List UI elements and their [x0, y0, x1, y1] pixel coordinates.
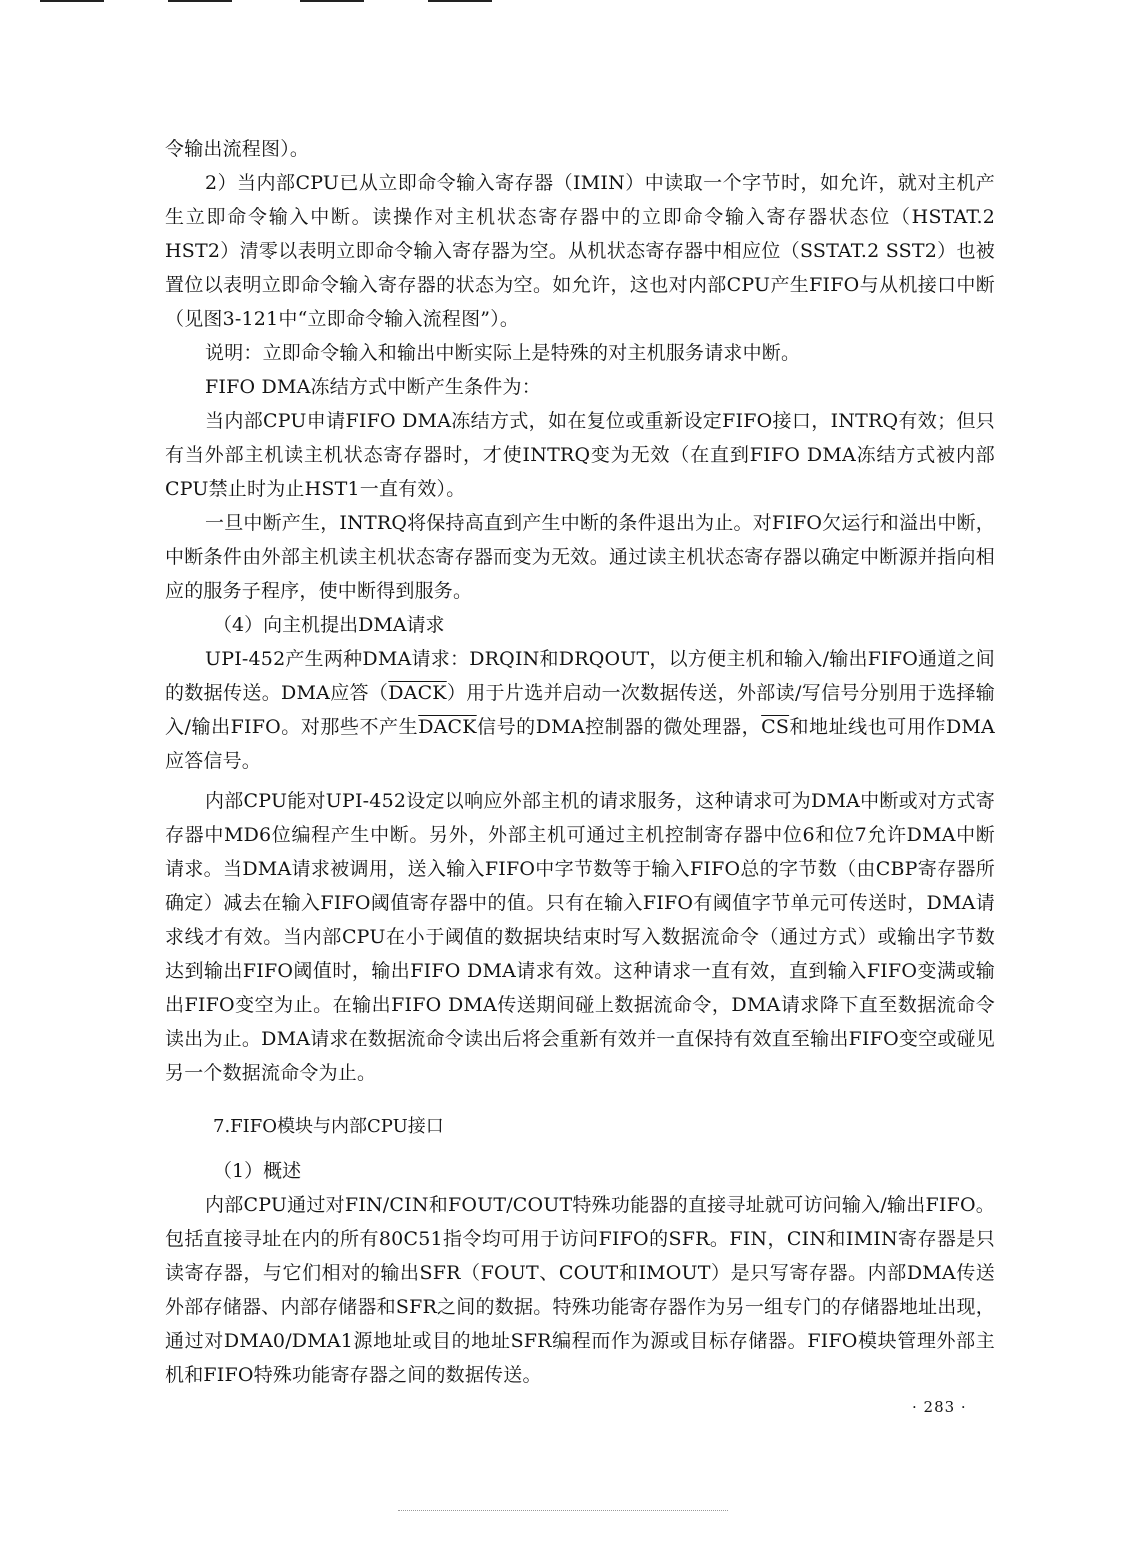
subheading-dma-request: （4）向主机提出DMA请求 — [213, 614, 445, 636]
paragraph-continuation: 令输出流程图）。 — [165, 138, 310, 160]
top-rule-1 — [40, 0, 104, 2]
scan-speckle-line — [398, 1510, 728, 1511]
dma-text-part4: 和地址线也可用作DMA应答信号。 — [165, 716, 995, 772]
dma-text-part3: 信号的DMA控制器的微处理器， — [476, 716, 762, 738]
page-number: · 283 · — [912, 1398, 967, 1416]
top-rule-2 — [168, 0, 232, 2]
dack-signal-overline-2: DACK — [418, 716, 477, 738]
paragraph-imin-interrupt: 2）当内部CPU已从立即命令输入寄存器（IMIN）中读取一个字节时，如允许，就对主机产生立即命令输入中断。读操作对主机状态寄存器中的立即命令输入寄存器状态位（HSTAT.2 HST2）清零以表明立即命令输入寄存器为空。从机状态寄存器中相应位（SSTAT.2 SST2）也被置位以表明立即命令输入寄存器的状态为空。如允许，这也对内部CPU产生FIFO与从机接口中断（见图3-121中“立即命令输入流程图”）。 — [165, 172, 995, 330]
cs-signal-overline: $\overline{CS}$ — [761, 716, 790, 738]
dack-signal-overline: DACK — [388, 682, 447, 704]
paragraph-overview: 内部CPU通过对FIN/CIN和FOUT/COUT特殊功能器的直接寻址就可访问输入/输出FIFO。包括直接寻址在内的所有80C51指令均可用于访问FIFO的SFR。FIN，CIN和IMIN寄存器是只读寄存器，与它们相对的输出SFR（FOUT、COUT和IMOUT）是只写寄存器。内部DMA传送外部存储器、内部存储器和SFR之间的数据。特殊功能寄存器作为另一组专门的存储器地址出现，通过对DMA0/DMA1源地址或目的地址SFR编程而作为源或目标存储器。FIFO模块管理外部主机和FIFO特殊功能寄存器之间的数据传送。 — [165, 1194, 995, 1386]
top-rule-4 — [428, 0, 492, 2]
subheading-overview: （1）概述 — [213, 1160, 302, 1182]
page-body — [165, 132, 995, 1392]
top-rule-3 — [300, 0, 364, 2]
dma-text-part2: ）用于片选并启动一次数据传送，外部读/写信号分别用于选择输入/输出FIFO。对那些不产生 — [165, 682, 995, 738]
paragraph-dma-service: 内部CPU能对UPI-452设定以响应外部主机的请求服务，这种请求可为DMA中断或对方式寄存器中MD6位编程产生中断。另外，外部主机可通过主机控制寄存器中位6和位7允许DMA中断请求。当DMA请求被调用，送入输入FIFO中字节数等于输入FIFO总的字节数（由CBP寄存器所确定）减去在输入FIFO阈值寄存器中的值。只有在输入FIFO有阈值字节单元可传送时，DMA请求线才有效。当内部CPU在小于阈值的数据块结束时写入数据流命令（通过方式）或输出字节数达到输出FIFO阈值时，输出FIFO DMA请求有效。这种请求一直有效，直到输入FIFO变满或输出FIFO变空为止。在输出FIFO DMA传送期间碰上数据流命令，DMA请求降下直至数据流命令读出为止。DMA请求在数据流命令读出后将会重新有效并一直保持有效直至输出FIFO变空或碰见另一个数据流命令为止。 — [165, 790, 995, 1084]
paragraph-note: 说明：立即命令输入和输出中断实际上是特殊的对主机服务请求中断。 — [205, 342, 801, 364]
dma-text-part1: UPI-452产生两种DMA请求：DRQIN和DRQOUT，以方便主机和输入/输出FIFO通道之间的数据传送。DMA应答（ — [165, 648, 995, 704]
paragraph-dma-request — [165, 642, 995, 778]
paragraph-freeze-detail: 当内部CPU申请FIFO DMA冻结方式，如在复位或重新设定FIFO接口，INTRQ有效；但只有当外部主机读主机状态寄存器时，才使INTRQ变为无效（在直到FIFO DMA冻结方式被内部CPU禁止时为止HST1一直有效）。 — [165, 410, 995, 500]
paragraph-freeze-condition: FIFO DMA冻结方式中断产生条件为： — [205, 376, 541, 398]
paragraph-interrupt-hold: 一旦中断产生，INTRQ将保持高直到产生中断的条件退出为止。对FIFO欠运行和溢出中断，中断条件由外部主机读主机状态寄存器而变为无效。通过读主机状态寄存器以确定中断源并指向相应的服务子程序，使中断得到服务。 — [165, 512, 995, 602]
section-heading-fifo-cpu: 7.FIFO模块与内部CPU接口 — [213, 1116, 444, 1137]
